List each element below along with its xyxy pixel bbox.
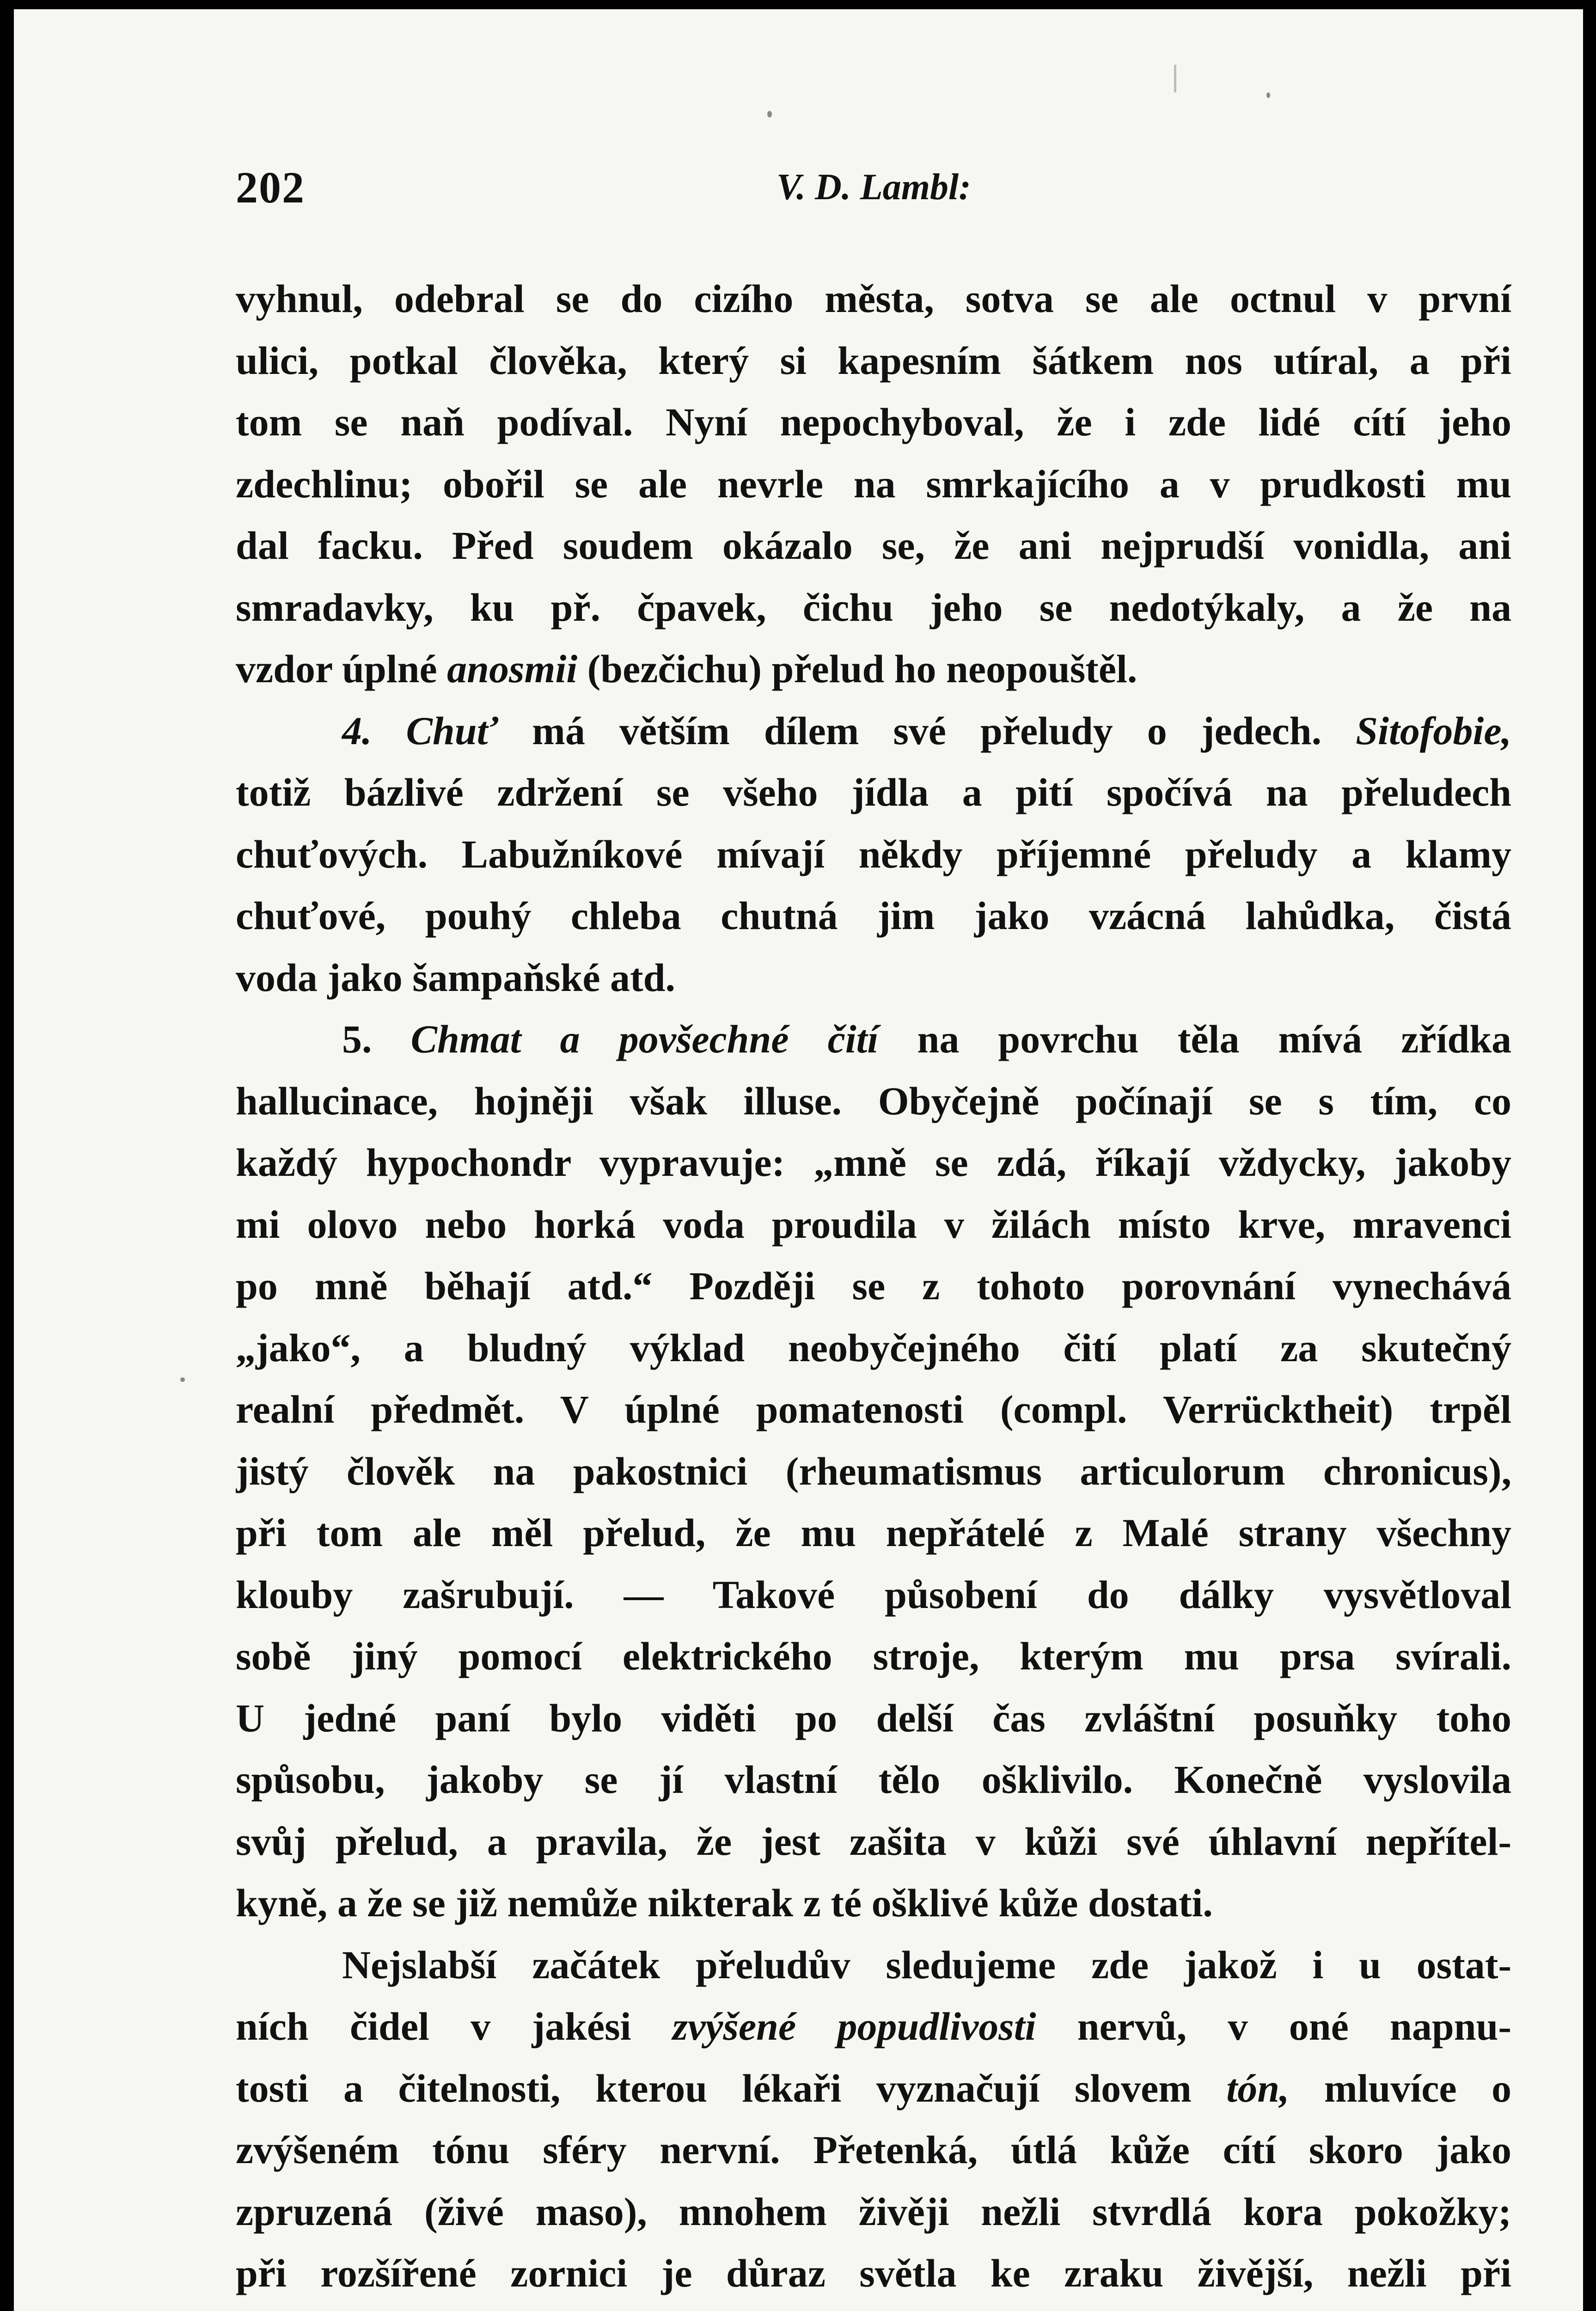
text-line: tosti a čitelnosti, kterou lékaři vyznačují slovem tón, mluvíce o: [236, 2066, 1511, 2110]
text-line: totiž bázlivé zdržení se všeho jídla a pití spočívá na přeludech: [236, 770, 1511, 814]
text-line: chuťové, pouhý chleba chutná jim jako vzácná lahůdka, čistá: [236, 893, 1511, 938]
text-line: ních čidel v jakési zvýšené popudlivosti nervů, v oné napnu-: [236, 2004, 1511, 2048]
text-line: tom se naň podíval. Nyní nepochyboval, že i zde lidé cítí jeho: [236, 400, 1511, 444]
text-line: při rozšířené zornici je důraz světla ke zraku živější, nežli při: [236, 2251, 1511, 2295]
text-line: 5. Chmat a povšechné čití na povrchu těla mívá zřídka: [342, 1017, 1511, 1061]
page-number: 202: [236, 163, 305, 212]
page-header: [236, 162, 1511, 217]
scan-speck: [767, 111, 772, 117]
text-line: smradavky, ku př. čpavek, čichu jeho se nedotýkaly, a že na: [236, 585, 1511, 630]
text-line: každý hypochondr vypravuje: „mně se zdá, říkají vždycky, jakoby: [236, 1140, 1511, 1185]
text-line: při tom ale měl přelud, že mu nepřátelé z Malé strany všechny: [236, 1510, 1511, 1555]
scan-speck: [1266, 92, 1270, 98]
text-line: U jedné paní bylo viděti po delší čas zvláštní posuňky toho: [236, 1695, 1511, 1740]
text-line: realní předmět. V úplné pomatenosti (compl. Verrücktheit) trpěl: [236, 1387, 1511, 1431]
text-line: kyně, a že se již nemůže nikterak z té ošklivé kůže dostati.: [236, 1881, 1213, 1925]
text-line: hallucinace, hojněji však illuse. Obyčejně počínají se s tím, co: [236, 1078, 1511, 1123]
running-head: V. D. Lambl:: [777, 167, 971, 208]
text-line: chuťových. Labužníkové mívají někdy příjemné přeludy a klamy: [236, 831, 1511, 876]
text-line: 4. Chuť má větším dílem své přeludy o jedech. Sitofobie,: [342, 708, 1511, 753]
text-line: dal facku. Před soudem okázalo se, že ani nejprudší vonidla, ani: [236, 523, 1511, 568]
scan-speck: [180, 1377, 185, 1382]
text-line: sobě jiný pomocí elektrického stroje, kterým mu prsa svírali.: [236, 1634, 1511, 1678]
text-line: spůsobu, jakoby se jí vlastní tělo ošklivilo. Konečně vyslovila: [236, 1757, 1511, 1802]
text-line: „jako“, a bludný výklad neobyčejného čití platí za skutečný: [236, 1325, 1511, 1370]
text-line: vyhnul, odebral se do cizího města, sotva se ale octnul v první: [236, 276, 1511, 321]
text-line: vzdor úplné anosmii (bezčichu) přelud ho neopouštěl.: [236, 647, 1137, 691]
text-line: zvýšeném tónu sféry nervní. Přetenká, útlá kůže cítí skoro jako: [236, 2128, 1511, 2172]
text-line: zpruzená (živé maso), mnohem živěji nežli stvrdlá kora pokožky;: [236, 2189, 1511, 2234]
text-line: Nejslabší začátek přeludův sledujeme zde jakož i u ostat-: [342, 1942, 1511, 1987]
text-line: [236, 2305, 1511, 2311]
text-line: mi olovo nebo horká voda proudila v žilách místo krve, mravenci: [236, 1202, 1511, 1247]
text-line: svůj přelud, a pravila, že jest zašita v kůži své úhlavní nepřítel-: [236, 1819, 1511, 1864]
text-line: voda jako šampaňské atd.: [236, 955, 675, 1000]
scan-speck: [1174, 65, 1176, 92]
text-line: po mně běhají atd.“ Později se z tohoto porovnání vynechává: [236, 1264, 1511, 1308]
text-line: zdechlinu; obořil se ale nevrle na smrkajícího a v prudkosti mu: [236, 461, 1511, 506]
text-line: jistý člověk na pakostnici (rheumatismus articulorum chronicus),: [236, 1449, 1511, 1493]
body-text: [236, 268, 1511, 2311]
text-line: ulici, potkal člověka, který si kapesním šátkem nos utíral, a při: [236, 338, 1511, 383]
book-page: [14, 9, 1583, 2311]
text-line: klouby zašrubují. — Takové působení do dálky vysvětloval: [236, 1572, 1511, 1617]
